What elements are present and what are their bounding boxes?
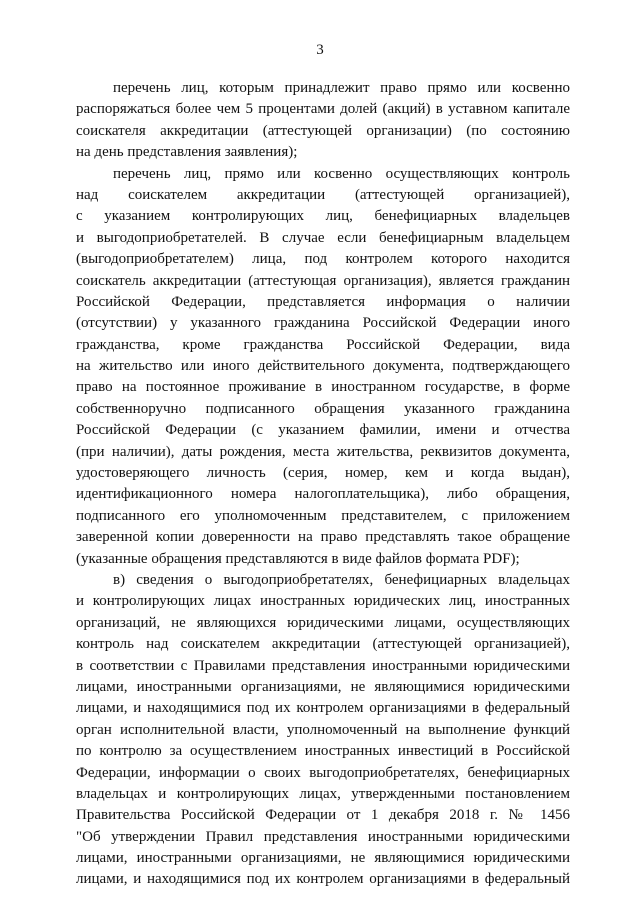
text-line: соискатель аккредитации (аттестующая организация), является гражданин (76, 272, 570, 289)
text-line: Российской Федерации (с указанием фамилии, имени и отчества (76, 422, 570, 439)
text-line: (отсутствии) у указанного гражданина Российской Федерации иного (76, 315, 570, 332)
text-line: распоряжаться более чем 5 процентами долей (акций) в уставном капитале (76, 101, 570, 118)
text-line: контроль над соискателем аккредитации (аттестующей организацией), (76, 636, 570, 653)
text-line: заверенной копии доверенности на право представлять такое обращение (76, 529, 570, 546)
text-line: и выгодоприобретателей. В случае если бенефициарным владельцем (76, 229, 570, 246)
text-line: организаций, не являющихся юридическими лицами, осуществляющих (76, 614, 570, 631)
text-line: подписанного его уполномоченным представителем, с приложением (76, 507, 570, 524)
text-line: право на постоянное проживание в иностранном государстве, в форме (76, 379, 570, 396)
text-line: собственноручно подписанного обращения указанного гражданина (76, 400, 570, 417)
text-line: Правительства Российской Федерации от 1 декабря 2018 г. № 1456 (76, 807, 570, 824)
text-line: "Об утверждении Правил представления иностранными юридическими (76, 828, 570, 845)
text-line: (при наличии), даты рождения, места жительства, реквизитов документа, (76, 443, 570, 460)
body-text (76, 78, 570, 891)
text-line: (указанные обращения представляются в виде файлов формата PDF); (76, 550, 520, 567)
text-line: лицами, иностранными организациями, не являющимися юридическими (76, 678, 570, 695)
text-line: лицами, иностранными организациями, не являющимися юридическими (76, 850, 570, 867)
text-line: идентификационного номера налогоплательщика), либо обращения, (76, 486, 570, 503)
text-line: владельцах и контролирующих лицах, утвержденными постановлением (76, 785, 570, 802)
text-line: гражданства, кроме гражданства Российской Федерации, вида (76, 336, 570, 353)
text-line: перечень лиц, которым принадлежит право прямо или косвенно (113, 80, 570, 96)
text-line: (выгодоприобретателем) лица, под контролем которого находится (76, 251, 570, 268)
page-number: 3 (316, 42, 324, 58)
text-line: и контролирующих лицах иностранных юридических лиц, иностранных (76, 593, 570, 610)
text-line: лицами, и находящимися под их контролем организациями в федеральный (76, 700, 570, 717)
text-line: Федерации, информации о своих выгодоприобретателях, бенефициарных (76, 764, 570, 781)
text-line: на день представления заявления); (76, 144, 298, 161)
text-line: перечень лиц, прямо или косвенно осуществляющих контроль (113, 165, 570, 182)
text-line: лицами, и находящимися под их контролем организациями в федеральный (76, 871, 570, 888)
text-line: в) сведения о выгодоприобретателях, бенефициарных владельцах (113, 571, 570, 588)
text-line: над соискателем аккредитации (аттестующей организацией), (76, 186, 570, 203)
text-line: на жительство или иного действительного документа, подтверждающего (76, 358, 570, 375)
text-line: с указанием контролирующих лиц, бенефициарных владельцев (76, 208, 570, 225)
text-line: Российской Федерации, представляется информация о наличии (76, 293, 570, 310)
text-line: орган исполнительной власти, уполномоченный на выполнение функций (76, 721, 570, 738)
text-line: соискателя аккредитации (аттестующей организации) (по состоянию (76, 122, 570, 139)
text-line: в соответствии с Правилами представления иностранными юридическими (76, 657, 570, 674)
text-line: по контролю за осуществлением иностранных инвестиций в Российской (76, 743, 570, 760)
text-line: удостоверяющего личность (серия, номер, кем и когда выдан), (76, 465, 570, 482)
